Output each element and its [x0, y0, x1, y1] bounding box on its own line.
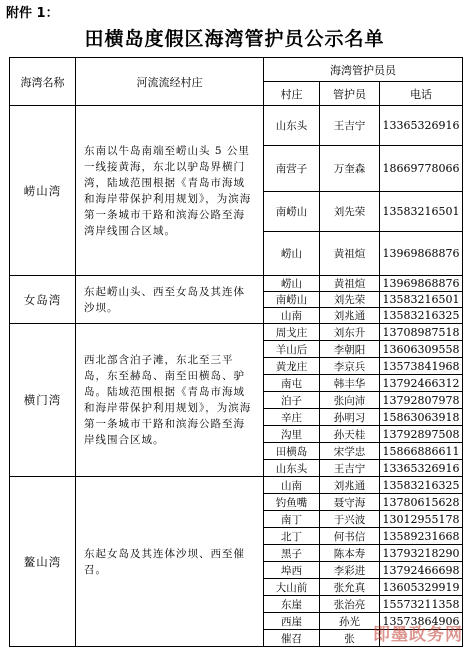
village-cell: 周戈庄 — [264, 324, 320, 341]
table-row — [10, 324, 463, 341]
village-cell: 山南 — [264, 308, 320, 324]
village-cell: 埠西 — [264, 562, 320, 579]
keeper-cell: 刘兆通 — [320, 308, 380, 324]
keeper-cell: 聂守海 — [320, 494, 380, 511]
keeper-cell: 李京兵 — [320, 358, 380, 375]
village-cell: 东崖 — [264, 596, 320, 613]
phone-cell: 13969868876 — [380, 232, 463, 276]
phone-cell: 13365326916 — [380, 460, 463, 477]
keeper-cell: 刘先荣 — [320, 192, 380, 232]
village-cell: 南营子 — [264, 146, 320, 192]
bay-name-cell: 女岛湾 — [10, 276, 76, 324]
keeper-cell: 孙天桂 — [320, 426, 380, 443]
village-cell: 崂山 — [264, 232, 320, 276]
phone-cell: 13792466312 — [380, 375, 463, 392]
keeper-cell: 何书信 — [320, 528, 380, 545]
village-cell: 黑子 — [264, 545, 320, 562]
phone-cell: 13012955178 — [380, 511, 463, 528]
village-cell: 山东头 — [264, 106, 320, 146]
village-cell: 南崂山 — [264, 292, 320, 308]
keeper-cell: 刘东升 — [320, 324, 380, 341]
village-cell: 黄龙庄 — [264, 358, 320, 375]
phone-cell: 15863063918 — [380, 409, 463, 426]
phone-cell: 13792807978 — [380, 392, 463, 409]
village-cell: 北丁 — [264, 528, 320, 545]
table-row — [10, 477, 463, 494]
phone-cell: 13793218290 — [380, 545, 463, 562]
phone-cell: 13583216501 — [380, 192, 463, 232]
village-cell: 大山前 — [264, 579, 320, 596]
keeper-cell: 韩丰华 — [320, 375, 380, 392]
village-cell: 田横岛 — [264, 443, 320, 460]
keeper-cell: 王吉宁 — [320, 460, 380, 477]
keeper-cell: 李朝阳 — [320, 341, 380, 358]
watermark-logo: 即墨政务网 — [373, 625, 463, 645]
keeper-cell: 黄祖煊 — [320, 276, 380, 292]
bay-name-cell: 横门湾 — [10, 324, 76, 477]
keeper-cell: 刘兆通 — [320, 477, 380, 494]
phone-cell: 13792466698 — [380, 562, 463, 579]
village-cell: 崂山 — [264, 276, 320, 292]
keeper-cell: 张向沛 — [320, 392, 380, 409]
phone-cell: 13573841968 — [380, 358, 463, 375]
keeper-cell: 李彩进 — [320, 562, 380, 579]
keeper-cell: 王吉宁 — [320, 106, 380, 146]
village-cell: 南丁 — [264, 511, 320, 528]
keeper-roster-table — [9, 57, 463, 647]
village-cell: 辛庄 — [264, 409, 320, 426]
village-cell: 羊山后 — [264, 341, 320, 358]
keeper-cell: 于兴波 — [320, 511, 380, 528]
keeper-cell: 张治亮 — [320, 596, 380, 613]
header-river-villages: 河流流经村庄 — [76, 58, 264, 106]
header-row-1 — [10, 58, 463, 82]
phone-cell: 13605329919 — [380, 579, 463, 596]
phone-cell: 13780615628 — [380, 494, 463, 511]
phone-cell: 18669778066 — [380, 146, 463, 192]
village-cell: 南崂山 — [264, 192, 320, 232]
bay-name-cell: 鳌山湾 — [10, 477, 76, 647]
village-cell: 南屯 — [264, 375, 320, 392]
phone-cell: 13583216325 — [380, 477, 463, 494]
bay-name-cell: 崂山湾 — [10, 106, 76, 276]
bay-description-cell: 东南以牛岛南端至崂山头 5 公里一线接黄海，东北以驴岛界横门湾，陆域范围根据《青岛市海域和海岸带保护利用规划》，为滨海第一条城市干路和滨海公路至海湾岸线围合区域。 — [76, 106, 264, 276]
village-cell: 钓鱼嘴 — [264, 494, 320, 511]
phone-cell: 15866886611 — [380, 443, 463, 460]
village-cell: 催召 — [264, 630, 320, 647]
keeper-cell: 刘先荣 — [320, 292, 380, 308]
bay-description-cell: 东起崂山头、西至女岛及其连体沙坝。 — [76, 276, 264, 324]
phone-cell: 13708987518 — [380, 324, 463, 341]
attachment-label: 附件 1： — [6, 6, 59, 21]
keeper-cell: 万奎森 — [320, 146, 380, 192]
keeper-cell: 宋学忠 — [320, 443, 380, 460]
phone-cell: 15573211358 — [380, 596, 463, 613]
keeper-cell: 孙光 — [320, 613, 380, 630]
phone-cell: 13573864906 — [380, 613, 463, 630]
header-keeper: 管护员 — [320, 82, 380, 106]
bay-description-cell: 西北部含泊子滩，东北至三平岛，东至赫岛、南至田横岛、驴岛。陆域范围根据《青岛市海域和海岸带保护利用规划》，为滨海第一条城市干路和滨海公路至海岸线围合区域。 — [76, 324, 264, 477]
keeper-cell: 张允真 — [320, 579, 380, 596]
phone-cell: 13606309558 — [380, 341, 463, 358]
phone-cell: 13365326916 — [380, 106, 463, 146]
keeper-cell: 孙明习 — [320, 409, 380, 426]
village-cell: 山南 — [264, 477, 320, 494]
phone-cell: 13792897508 — [380, 426, 463, 443]
phone-cell: 13969868876 — [380, 276, 463, 292]
keeper-cell: 陈本寿 — [320, 545, 380, 562]
header-phone: 电话 — [380, 82, 463, 106]
phone-cell: 13589231668 — [380, 528, 463, 545]
header-keepers-group: 海湾管护员员 — [264, 58, 463, 82]
page-title: 田横岛度假区海湾管护员公示名单 — [84, 28, 385, 50]
header-village: 村庄 — [264, 82, 320, 106]
village-cell: 西崖 — [264, 613, 320, 630]
table-row — [10, 276, 463, 292]
phone-cell: 13583216501 — [380, 292, 463, 308]
table-row — [10, 106, 463, 146]
keeper-cell: 黄祖煊 — [320, 232, 380, 276]
village-cell: 沟里 — [264, 426, 320, 443]
phone-cell: 13583216325 — [380, 308, 463, 324]
header-bay-name: 海湾名称 — [10, 58, 76, 106]
bay-description-cell: 东起女岛及其连体沙坝、西至催召。 — [76, 477, 264, 647]
village-cell: 山东头 — [264, 460, 320, 477]
keeper-cell: 张 — [320, 630, 380, 647]
village-cell: 泊子 — [264, 392, 320, 409]
